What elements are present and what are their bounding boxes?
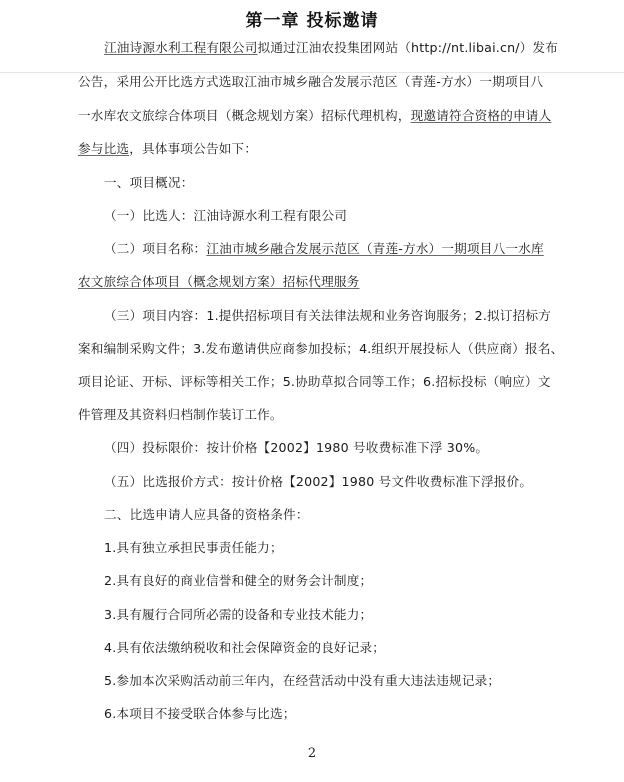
- intro-participate-text: 参与比选: [78, 141, 130, 156]
- intro-line-3: [0, 108, 624, 124]
- condition-item: 4.具有依法缴纳税收和社会保障资金的良好记录；: [104, 640, 386, 655]
- intro-company-name: 江油诗源水利工程有限公司: [104, 40, 258, 55]
- item-2-label: （二）项目名称：: [104, 241, 207, 256]
- intro-invite-text: 现邀请符合资格的申请人: [410, 108, 552, 123]
- intro-line-3-a: 一水库农文旅综合体项目（概念规划方案）招标代理机构，: [78, 108, 411, 123]
- intro-line-1: [0, 40, 624, 56]
- chapter-title: 第一章 投标邀请: [245, 11, 379, 31]
- condition-item: 6.本项目不接受联合体参与比选；: [104, 706, 296, 721]
- item-3-line-3: 项目论证、开标、评标等相关工作；5.协助草拟合同等工作；6.招标投标（响应）文: [78, 374, 551, 389]
- item-1-bidder: （一）比选人：江油诗源水利工程有限公司: [104, 208, 348, 223]
- item-2-project-name: 江油市城乡融合发展示范区（青莲-方水）一期项目八一水库: [206, 241, 544, 256]
- item-2-line-1: [0, 241, 624, 257]
- item-4-price-limit: （四）投标限价：按计价格【2002】1980 号收费标准下浮 30%。: [104, 440, 489, 455]
- item-2-project-name-cont: 农文旅综合体项目（概念规划方案）招标代理服务: [78, 274, 360, 289]
- intro-line-1-rest: 拟通过江油农投集团网站（http://nt.libai.cn/）发布: [257, 40, 559, 55]
- item-5-quote-method: （五）比选报价方式：按计价格【2002】1980 号文件收费标准下浮报价。: [104, 474, 533, 489]
- intro-line-4: [0, 141, 624, 157]
- section-1-heading: 一、项目概况：: [104, 175, 194, 190]
- item-3-line-2: 案和编制采购文件；3.发布邀请供应商参加投标；4.组织开展投标人（供应商）报名、: [78, 341, 564, 356]
- condition-item: 5.参加本次采购活动前三年内，在经营活动中没有重大违法违规记录；: [104, 673, 501, 688]
- condition-item: 2.具有良好的商业信誉和健全的财务会计制度；: [104, 573, 373, 588]
- item-2-line-2: [0, 274, 624, 290]
- intro-line-4-rest: ，具体事项公告如下：: [129, 141, 258, 156]
- section-2-heading: 二、比选申请人应具备的资格条件：: [104, 507, 309, 522]
- item-3-line-4: 件管理及其资料归档制作装订工作。: [78, 407, 283, 422]
- condition-item: 1.具有独立承担民事责任能力；: [104, 540, 283, 555]
- scan-divider: [0, 72, 624, 73]
- condition-item: 3.具有履行合同所必需的设备和专业技术能力；: [104, 607, 373, 622]
- intro-line-2: 公告，采用公开比选方式选取江油市城乡融合发展示范区（青莲-方水）一期项目八: [78, 74, 544, 89]
- item-3-line-1: （三）项目内容：1.提供招标项目有关法律法规和业务咨询服务；2.拟订招标方: [104, 308, 552, 323]
- page-number: 2: [307, 746, 317, 761]
